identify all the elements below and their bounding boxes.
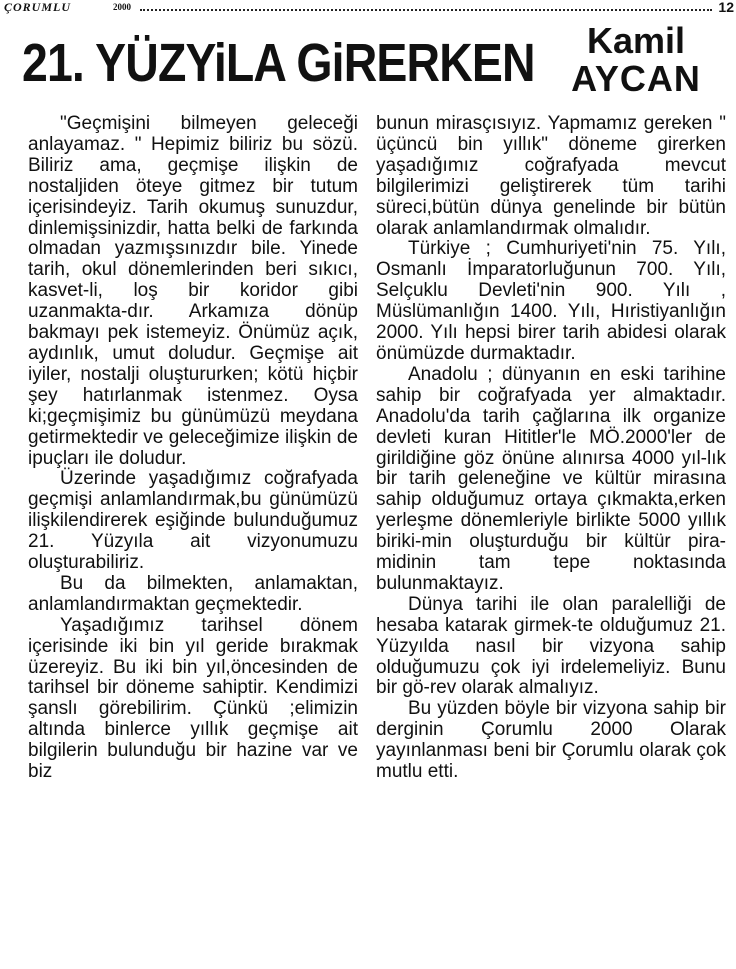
author-last-name: AYCAN [571, 58, 701, 99]
article-column-left [28, 114, 358, 783]
paragraph: Türkiye ; Cumhuriyeti'nin 75. Yılı, Osmanlı İmparatorluğunun 700. Yılı, Selçuklu Devleti'nin 900. Yılı , Müslümanlığın 1400. Yılı, Hıristiyanlığın 2000. Yılı hepsi birer tarih abidesi olarak önümüzde durmaktadır. [376, 238, 726, 364]
paragraph: Bu da bilmekten, anlamaktan, anlamlandırmaktan geçmektedir. [28, 572, 358, 615]
paragraph: Anadolu ; dünyanın en eski tarihine sahip bir coğrafyada yer almaktadır. Anadolu'da tarih çağlarına ilk organize devleti kuran Hititler'le MÖ.2000'ler de girildiğine göz önüne alınırsa 4000 yıl-lık bir tarih geleneğine ve kültür mirasına sahip olduğumuz ortaya çıkmakta,erken yerleşme dönemleriyle birlikte 5000 yıllık biriki-min oluşturduğu bir kültür pira-midinin tam tepe noktasında bulunmaktayız. [376, 363, 726, 594]
author-first-name: Kamil [586, 20, 686, 61]
article-title: 21. YÜZYiLA GiRERKEN [22, 33, 535, 93]
article-column-right [376, 114, 726, 783]
paragraph: Dünya tarihi ile olan paralelliği de hesaba katarak girmek-te olduğumuz 21. Yüzyılda nasıl bir vizyona sahip olduğumuzu çok iyi irdelemeliyiz. Bunu bir gö-rev olarak almalıyız. [376, 593, 726, 699]
paragraph: Üzerinde yaşadığımız coğrafyada geçmişi anlamlandırmak,bu günümüzü ilişkilendirerek eşiğinde bulunduğumuz 21. Yüzyıla ait vizyonumuzu oluşturabiliriz. [28, 468, 358, 574]
magazine-year: 2000 [113, 2, 131, 12]
paragraph: "Geçmişini bilmeyen gelecеği anlayamaz. " Hepimiz biliriz bu sözü. Biliriz ama, geçmişe ilişkin de nostaljiden öteye gitmez bir tutum içerisindeyiz. Tarih okumuş sunuzdur, dinlemişsinizdir, hatta belki de farkında olmadan yazmışsınızdır bile. Yinede tarih, okul dönemlerinden beri sıkıcı, kasvet-li, loş bir koridor gibi uzanmakta-dır. Arkamıza dönüp bakmayı pek istemeyiz. Önümüz açık, aydınlık, umut doludur. Geçmişe ait iyiler, nostalji oluştururken; kötü hiçbir şey hatırlanmak istenmez. Oysa ki;geçmişimiz bu günümüzü meydana getirmektedir ve geleceğimize ilişkin de ipuçları ile doludur. [28, 113, 358, 469]
running-header [0, 0, 736, 16]
author-name [552, 22, 720, 98]
paragraph: Yaşadığımız tarihsel dönem içerisinde iki bin yıl geride bırakmak üzereyiz. Bu iki bin yıl,öncesinden de tarihsel bir döneme sahiptir. Kendimizi şanslı görebilirim. Çünkü ;elimizin altında binlerce yıllık geçmişe ait bilgilerin bulunduğu bir hazine var ve biz [28, 614, 358, 783]
page-number: 12 [718, 0, 734, 15]
header-divider [140, 9, 712, 11]
paragraph: Bu yüzden böyle bir vizyona sahip bir derginin Çorumlu 2000 Olarak yayınlanması beni bir Çorumlu olarak çok mutlu etti. [376, 698, 726, 783]
magazine-name: ÇORUMLU [4, 0, 72, 14]
paragraph: bunun mirasçısıyız. Yapmamız gereken " üçüncü bin yıllık" döneme girerken yaşadığımız coğrafyada mevcut bilgilerimizi geliştirerek tüm tarihi süreci,bütün dünya genelinde bir bütün olarak anlamlandırmak olmalıdır. [376, 113, 726, 239]
